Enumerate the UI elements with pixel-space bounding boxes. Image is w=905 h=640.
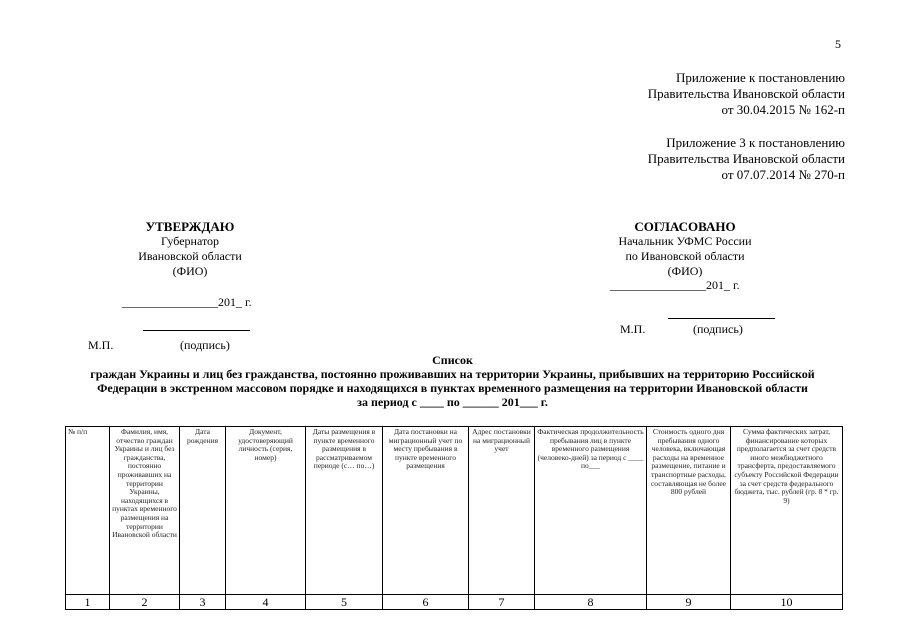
list-title-period: за период с ____ по ______ 201___ г. (357, 395, 548, 409)
column-header: № п/п (66, 427, 110, 595)
approve-title: УТВЕРЖДАЮ (145, 219, 235, 234)
table-column-number-row (66, 595, 843, 610)
appendix-note-2 (648, 135, 845, 183)
column-number: 10 (731, 595, 843, 610)
column-number: 8 (535, 595, 647, 610)
list-title-heading: Список (432, 353, 473, 367)
column-number: 1 (66, 595, 110, 610)
approve-stamp: М.П. (88, 338, 114, 352)
agree-position: Начальник УФМС России (618, 234, 752, 248)
column-header: Фактическая продолжительность пребывания лиц в пункте временного размещения (человеко-дней) за период с ____ по___ (535, 427, 647, 595)
column-header: Сумма фактических затрат, финансирование которых предполагается за счет средств иного межбюджетного трансферта, предоставляемого субъекту Российской Федерации за счет средств федерального бюджета, тыс. рублей (гр. 8 * гр. 9) (731, 427, 843, 595)
agree-region: по Ивановской области (625, 249, 745, 263)
column-header: Даты размещения в пункте временного размещения в рассматриваемом периоде (с… по…) (306, 427, 383, 595)
table-header-row (66, 427, 843, 595)
column-header: Дата рождения (180, 427, 226, 595)
appendix-1-line: Приложение к постановлению (675, 70, 845, 85)
approve-position: Губернатор (160, 234, 220, 248)
refugee-list-table (65, 426, 843, 610)
approve-fio: (ФИО) (172, 264, 208, 278)
column-number: 6 (383, 595, 469, 610)
column-header: Фамилия, имя, отчество граждан Украины и лиц без гражданства, постоянно проживавших на территории Украины, находящихся в пунктах временного размещения на территории Ивановской области (110, 427, 180, 595)
agree-stamp: М.П. (620, 322, 646, 336)
column-header: Дата постановки на миграционный учет по месту пребывания в пункте временного размещения (383, 427, 469, 595)
page-number: 5 (835, 37, 841, 51)
column-number: 3 (180, 595, 226, 610)
agree-title: СОГЛАСОВАНО (634, 219, 736, 234)
approve-date: ________________201_ г. (122, 295, 252, 309)
agree-date: ________________201_ г. (610, 278, 740, 292)
column-number: 5 (306, 595, 383, 610)
approve-block (80, 219, 300, 279)
appendix-1-line: Правительства Ивановской области (647, 86, 845, 101)
list-title-description: граждан Украины и лиц без гражданства, постоянно проживавших на территории Украины, прибывших на территорию Российской Федерации в экстренном массовом порядке и находящихся в пунктах временного размещения на территории Ивановской области (90, 367, 815, 395)
agree-fio: (ФИО) (667, 264, 703, 278)
approve-region: Ивановской области (138, 249, 242, 263)
appendix-2-line: Приложение 3 к постановлению (666, 135, 845, 150)
column-number: 2 (110, 595, 180, 610)
appendix-2-line: Правительства Ивановской области (647, 151, 845, 166)
column-number: 4 (226, 595, 306, 610)
column-header: Стоимость одного дня пребывания одного человека, включающая расходы на временное размещение, питание и транспортные расходы, составляющая не более 800 рублей (647, 427, 731, 595)
appendix-2-line: от 07.07.2014 № 270-п (721, 167, 845, 182)
agree-block (575, 219, 795, 279)
column-header: Адрес постановки на миграционный учет (469, 427, 535, 595)
column-number: 7 (469, 595, 535, 610)
approve-signature-label: (подпись) (180, 338, 230, 352)
column-number: 9 (647, 595, 731, 610)
agree-signature-line (668, 318, 775, 319)
agree-signature-label: (подпись) (693, 322, 743, 336)
column-header: Документ, удостоверяющий личность (серия, номер) (226, 427, 306, 595)
appendix-note-1 (648, 70, 845, 118)
list-title (40, 353, 865, 409)
appendix-1-line: от 30.04.2015 № 162-п (721, 102, 845, 117)
approve-signature-line (143, 330, 250, 331)
